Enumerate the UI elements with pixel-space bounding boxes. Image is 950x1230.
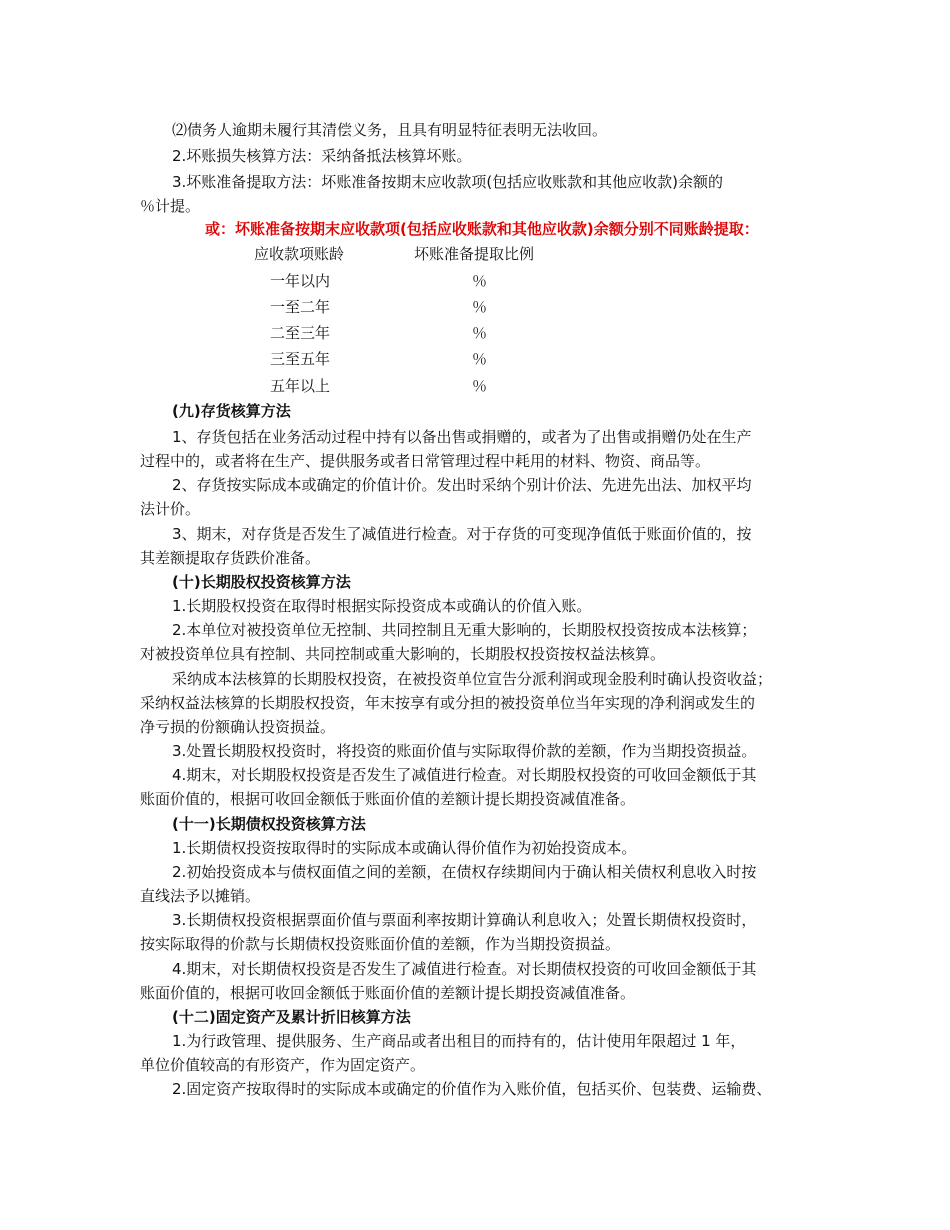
paragraph-line: ％计提。 <box>140 197 201 215</box>
paragraph-line: 净亏损的份额确认投资损益。 <box>140 718 336 736</box>
paragraph-line: 2.固定资产按取得时的实际成本或确定的价值作为入账价值，包括买价、包装费、运输费、 <box>172 1080 772 1098</box>
paragraph-line: 1.为行政管理、提供服务、生产商品或者出租目的而持有的，估计使用年限超过 1 年， <box>172 1032 746 1050</box>
paragraph-line: 3、期末，对存货是否发生了减值进行检查。对于存货的可变现净值低于账面价值的，按 <box>172 525 752 543</box>
paragraph-line: 对被投资单位具有控制、共同控制或重大影响的，长期股权投资按权益法核算。 <box>140 645 666 663</box>
section-heading: (九)存货核算方法 <box>172 402 291 420</box>
paragraph-line: 按实际取得的价款与长期债权投资账面价值的差额，作为当期投资损益。 <box>140 935 621 953</box>
paragraph-line: 过程中的，或者将在生产、提供服务或者日常管理过程中耗用的材料、物资、商品等。 <box>140 452 711 470</box>
section-heading: (十一)长期债权投资核算方法 <box>172 815 366 833</box>
table-cell-age: 一年以内 <box>270 272 331 290</box>
table-cell-age: 二至三年 <box>270 324 331 342</box>
paragraph-line: 3.坏账准备提取方法：坏账准备按期末应收款项(包括应收账款和其他应收款)余额的 <box>172 173 724 191</box>
section-heading: (十二)固定资产及累计折旧核算方法 <box>172 1008 411 1026</box>
paragraph-line: 3.长期债权投资根据票面价值与票面利率按期计算确认利息收入；处置长期债权投资时， <box>172 911 757 929</box>
table-cell-ratio: ％ <box>472 377 488 395</box>
table-cell-age: 三至五年 <box>270 350 331 368</box>
paragraph-line: 账面价值的，根据可收回金额低于账面价值的差额计提长期投资减值准备。 <box>140 790 636 808</box>
table-cell-ratio: ％ <box>472 298 488 316</box>
table-header-age: 应收款项账龄 <box>254 245 345 263</box>
table-cell-age: 一至二年 <box>270 298 331 316</box>
paragraph-line: 2.初始投资成本与债权面值之间的差额，在债权存续期间内于确认相关债权利息收入时按 <box>172 863 757 881</box>
paragraph-line: 2.坏账损失核算方法：采纳备抵法核算坏账。 <box>172 147 472 165</box>
paragraph-line: 2、存货按实际成本或确定的价值计价。发出时采纳个别计价法、先进先出法、加权平均 <box>172 476 752 494</box>
paragraph-line: 采纳成本法核算的长期股权投资，在被投资单位宣告分派利润或现金股利时确认投资收益； <box>172 670 773 688</box>
paragraph-line: 1.长期股权投资在取得时根据实际投资成本或确认的价值入账。 <box>172 597 592 615</box>
red-note-line: 或：坏账准备按期末应收款项(包括应收账款和其他应收款)余额分别不同账龄提取： <box>205 220 759 238</box>
paragraph-line: 直线法予以摊销。 <box>140 887 261 905</box>
paragraph-line: 采纳权益法核算的长期股权投资，年末按享有或分担的被投资单位当年实现的净利润或发生的 <box>140 694 756 712</box>
paragraph-line: 1.长期债权投资按取得时的实际成本或确认得价值作为初始投资成本。 <box>172 839 637 857</box>
table-cell-ratio: ％ <box>472 350 488 368</box>
table-header-ratio: 坏账准备提取比例 <box>414 245 535 263</box>
paragraph-line: 1、存货包括在业务活动过程中持有以备出售或捐赠的，或者为了出售或捐赠仍处在生产 <box>172 428 752 446</box>
paragraph-line: 2.本单位对被投资单位无控制、共同控制且无重大影响的，长期股权投资按成本法核算； <box>172 621 757 639</box>
paragraph-line: 4.期末，对长期股权投资是否发生了减值进行检查。对长期股权投资的可收回金额低于其 <box>172 766 757 784</box>
paragraph-line: 账面价值的，根据可收回金额低于账面价值的差额计提长期投资减值准备。 <box>140 984 636 1002</box>
paragraph-line: 4.期末，对长期债权投资是否发生了减值进行检查。对长期债权投资的可收回金额低于其 <box>172 960 757 978</box>
section-heading: (十)长期股权投资核算方法 <box>172 573 351 591</box>
paragraph-line: 3.处置长期股权投资时，将投资的账面价值与实际取得价款的差额，作为当期投资损益。 <box>172 742 757 760</box>
table-cell-age: 五年以上 <box>270 377 331 395</box>
paragraph-line: 单位价值较高的有形资产，作为固定资产。 <box>140 1056 426 1074</box>
paragraph-line: 法计价。 <box>140 500 201 518</box>
paragraph-line: ⑵债务人逾期未履行其清偿义务，且具有明显特征表明无法收回。 <box>172 121 608 139</box>
table-cell-ratio: ％ <box>472 324 488 342</box>
table-cell-ratio: ％ <box>472 272 488 290</box>
paragraph-line: 其差额提取存货跌价准备。 <box>140 549 321 567</box>
